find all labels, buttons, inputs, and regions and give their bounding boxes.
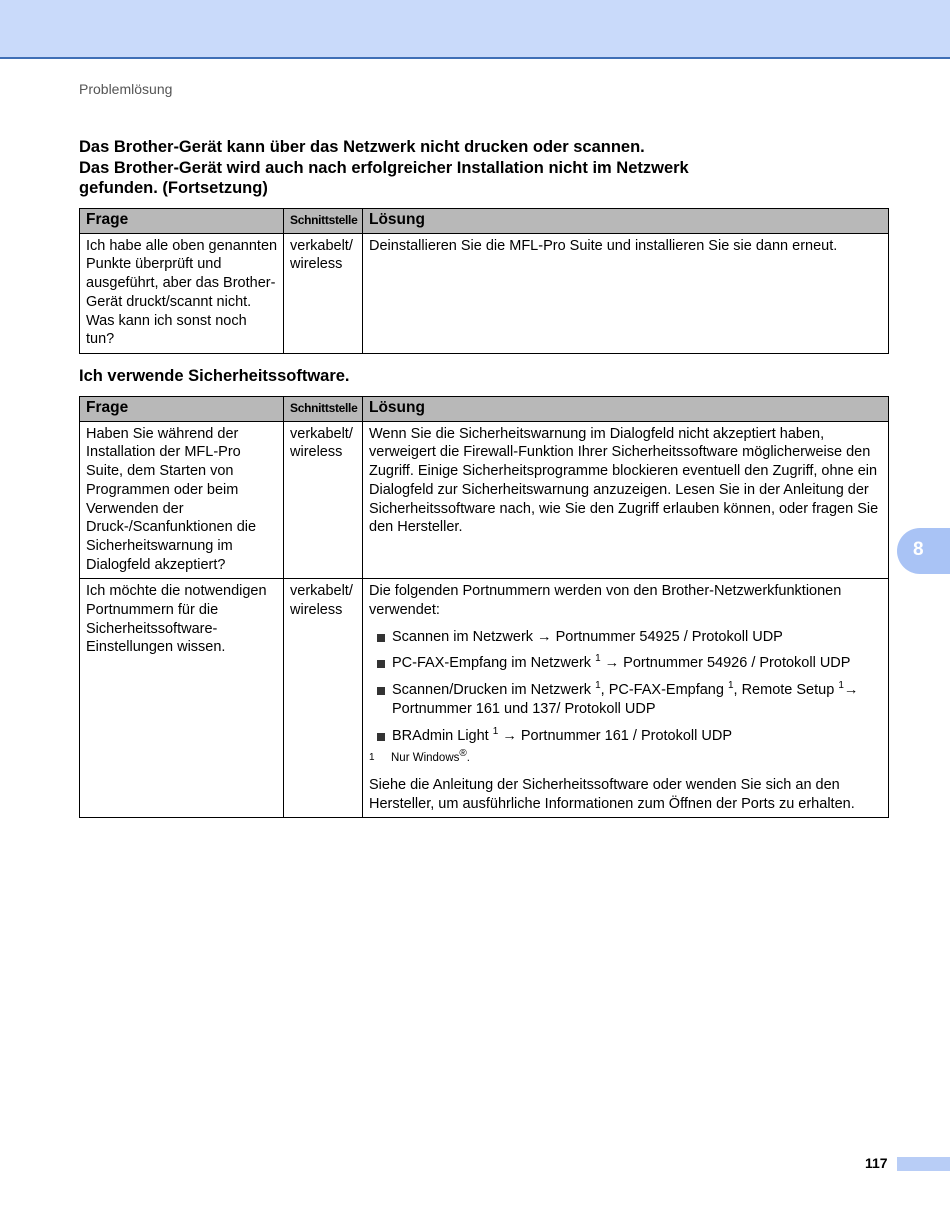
table-row xyxy=(80,579,889,818)
troubleshooting-table-security xyxy=(79,396,889,818)
table-row xyxy=(80,233,889,353)
footnote-text: Nur Windows®. xyxy=(391,748,470,765)
heading-line: Das Brother-Gerät wird auch nach erfolgreicher Installation nicht im Netzwerk xyxy=(79,158,689,177)
square-bullet-icon xyxy=(377,634,385,642)
chapter-tab xyxy=(897,528,950,574)
question-cell: Haben Sie während der Installation der MFL-Pro Suite, dem Starten von Programmen oder beim Verwenden der Druck-/Scanfunktionen die Sicherheitswarnung im Dialogfeld akzeptiert? xyxy=(80,421,284,579)
list-item-text: PC-FAX-Empfang im Netzwerk $^1$ → Portnummer 54926 / Protokoll UDP xyxy=(392,653,851,672)
list-item xyxy=(369,654,883,673)
question-cell: Ich möchte die notwendigen Portnummern für die Sicherheitssoftware-Einstellungen wissen. xyxy=(80,579,284,818)
solution-cell: Deinstallieren Sie die MFL-Pro Suite und installieren Sie sie dann erneut. xyxy=(363,233,889,353)
list-item xyxy=(369,628,883,647)
footnote-ref: 1 xyxy=(838,680,844,692)
solution-cell: Wenn Sie die Sicherheitswarnung im Dialogfeld nicht akzeptiert haben, verweigert die Firewall-Funktion Ihrer Sicherheitssoftware möglicherweise den Zugriff. Einige Sicherheitsprogramme blockieren eventuell den Zugriff, ohne ein Dialogfeld zur Sicherheitswarnung anzuzeigen. Lesen Sie in der Anleitung der Sicherheitssoftware nach, wie Sie den Zugriff erlauben können, oder fragen Sie den Hersteller. xyxy=(363,421,889,579)
square-bullet-icon xyxy=(377,660,385,668)
section-heading-security xyxy=(79,366,779,387)
list-item-text: Scannen im Netzwerk → Portnummer 54925 / Protokoll UDP xyxy=(392,628,783,645)
ports-intro: Die folgenden Portnummern werden von den Brother-Netzwerkfunktionen verwendet: xyxy=(369,583,842,619)
footnote-ref: 1 xyxy=(492,725,499,737)
page-number-bar xyxy=(897,1157,950,1171)
interface-cell: verkabelt/ wireless xyxy=(284,579,363,818)
question-cell: Ich habe alle oben genannten Punkte überprüft und ausgeführt, aber das Brother-Gerät druckt/scannt nicht. Was kann ich sonst noch tun? xyxy=(80,233,284,353)
chapter-number: 8 xyxy=(913,539,924,560)
header-band xyxy=(0,0,950,59)
footnote-ref: 1 xyxy=(595,680,601,692)
breadcrumb: Problemlösung xyxy=(79,81,173,97)
list-item xyxy=(369,727,883,746)
solution-cell xyxy=(363,579,889,818)
interface-cell: verkabelt/ wireless xyxy=(284,233,363,353)
footnote-ref: 1 xyxy=(595,653,601,665)
table-header-row xyxy=(80,209,889,234)
column-header-schnittstelle: Schnittstelle xyxy=(284,209,363,234)
table-header-row xyxy=(80,397,889,422)
list-item-text: BRAdmin Light $^1$ → Portnummer 161 / Protokoll UDP xyxy=(392,725,733,744)
heading-line: Das Brother-Gerät kann über das Netzwerk nicht drucken oder scannen. xyxy=(79,138,645,156)
column-header-loesung: Lösung xyxy=(363,397,889,422)
interface-cell: verkabelt/ wireless xyxy=(284,421,363,579)
footnote xyxy=(369,749,883,768)
square-bullet-icon xyxy=(377,687,385,695)
heading-line: gefunden. (Fortsetzung) xyxy=(79,179,268,197)
troubleshooting-table-network xyxy=(79,208,889,354)
heading-line: Ich verwende Sicherheitssoftware. xyxy=(79,367,350,385)
list-item-text: Scannen/Drucken im Netzwerk $^1$, PC-FAX-Empfang $^1$, Remote Setup $^1$→ Portnummer 161 und 137/ Protokoll UDP xyxy=(392,680,859,717)
square-bullet-icon xyxy=(377,733,385,741)
column-header-schnittstelle: Schnittstelle xyxy=(284,397,363,422)
list-item xyxy=(369,681,883,718)
ports-outro: Siehe die Anleitung der Sicherheitssoftware oder wenden Sie sich an den Hersteller, um ausführliche Informationen zum Öffnen der Ports zu erhalten. xyxy=(369,776,855,812)
footnote-ref: 1 xyxy=(727,680,734,692)
page-number: 117 xyxy=(865,1155,888,1171)
footnote-number: 1 xyxy=(369,752,375,764)
column-header-loesung: Lösung xyxy=(363,209,889,234)
section-heading-network xyxy=(79,137,779,199)
column-header-frage: Frage xyxy=(80,209,284,234)
table-row xyxy=(80,421,889,579)
column-header-frage: Frage xyxy=(80,397,284,422)
